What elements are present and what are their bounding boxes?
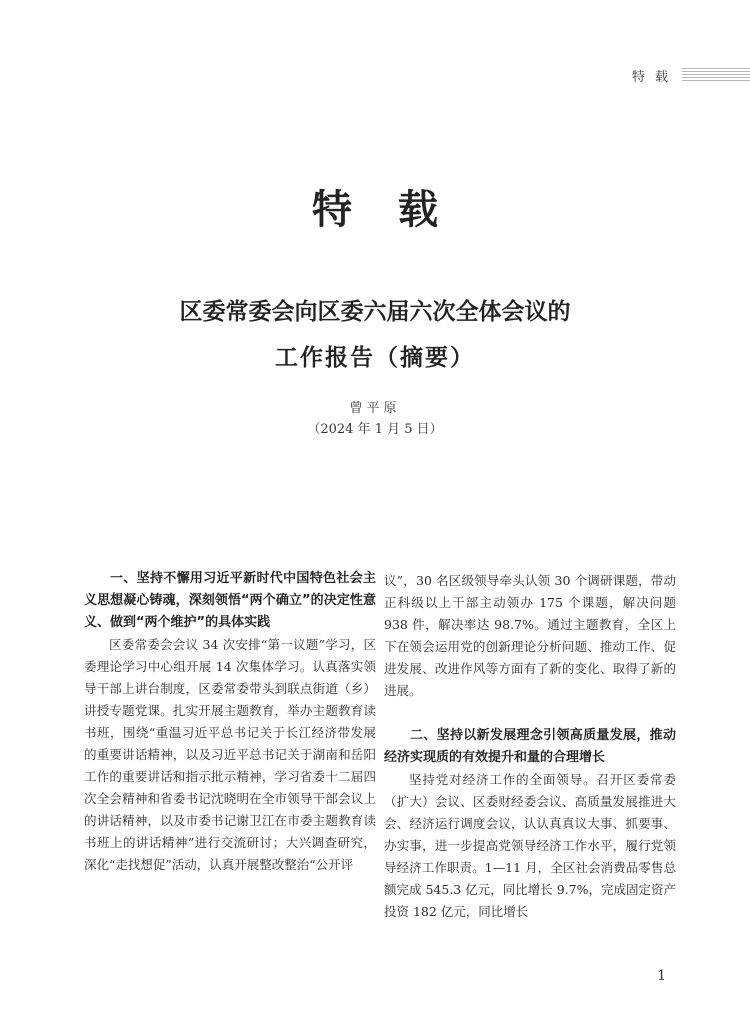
paragraph-1-continued: 议”，30 名区级领导牵头认领 30 个调研课题，带动正科级以上干部主动领办 175 个课题，解决问题 938 件，解决率达 98.7%。通过主题教育，全区上下在领会运用党的创新理论分析问题、推动工作、促进发展、改进作风等方面有了新的变化、取得了新的进展。 bbox=[384, 573, 676, 698]
right-column bbox=[384, 570, 676, 923]
paragraph-2: 坚持党对经济工作的全面领导。召开区委常委（扩大）会议、区委财经委会议、高质量发展推进大会、经济运行调度会议，认认真真议大事、抓要事、办实事，进一步提高党领导经济工作水平，履行党领导经济工作职责。1—11 月，全区社会消费品零售总额完成 545.3 亿元，同比增长 9.7%，完成固定资产投资 182 亿元，同比增长 bbox=[384, 772, 676, 919]
page-number: 1 bbox=[657, 968, 666, 984]
section-heading-1: 一、坚持不懈用习近平新时代中国特色社会主义思想凝心铸魂，深刻领悟“两个确立”的决定性意义、做到“两个维护”的具体实践 bbox=[84, 571, 376, 630]
section-title: 特载 bbox=[312, 187, 484, 233]
running-header bbox=[632, 64, 750, 86]
paragraph-1: 区委常委会会议 34 次安排“第一议题”学习，区委理论学习中心组开展 14 次集体学习。认真落实领导干部上讲台制度，区委常委带头到联点街道（乡）讲授专题党课。扎实开展主题教育，举办主题教育读书班，围绕“重温习近平总书记关于长江经济带发展的重要讲话精神，以及习近平总书记关于湖南和岳阳工作的重要讲话和指示批示精神，学习省委十二届四次全会精神和省委书记沈晓明在全市领导干部会议上的讲话精神，以及市委书记谢卫江在市委主题教育读书班上的讲话精神”进行交流研讨；大兴调查研究，深化“走找想促”活动，认真开展整改整治“公开评 bbox=[84, 637, 376, 872]
section-heading-2: 二、坚持以新发展理念引领高质量发展，推动经济实现质的有效提升和量的合理增长 bbox=[384, 728, 676, 765]
author: 曾平原 bbox=[349, 401, 401, 416]
report-date: （2024 年 1 月 5 日） bbox=[307, 422, 443, 437]
running-header-stripes bbox=[682, 68, 750, 82]
left-column bbox=[84, 568, 376, 876]
report-title-line2: 工作报告（摘要） bbox=[275, 344, 475, 371]
report-title-line1: 区委常委会向区委六届六次全体会议的 bbox=[179, 298, 571, 325]
running-header-label: 特载 bbox=[631, 69, 678, 85]
